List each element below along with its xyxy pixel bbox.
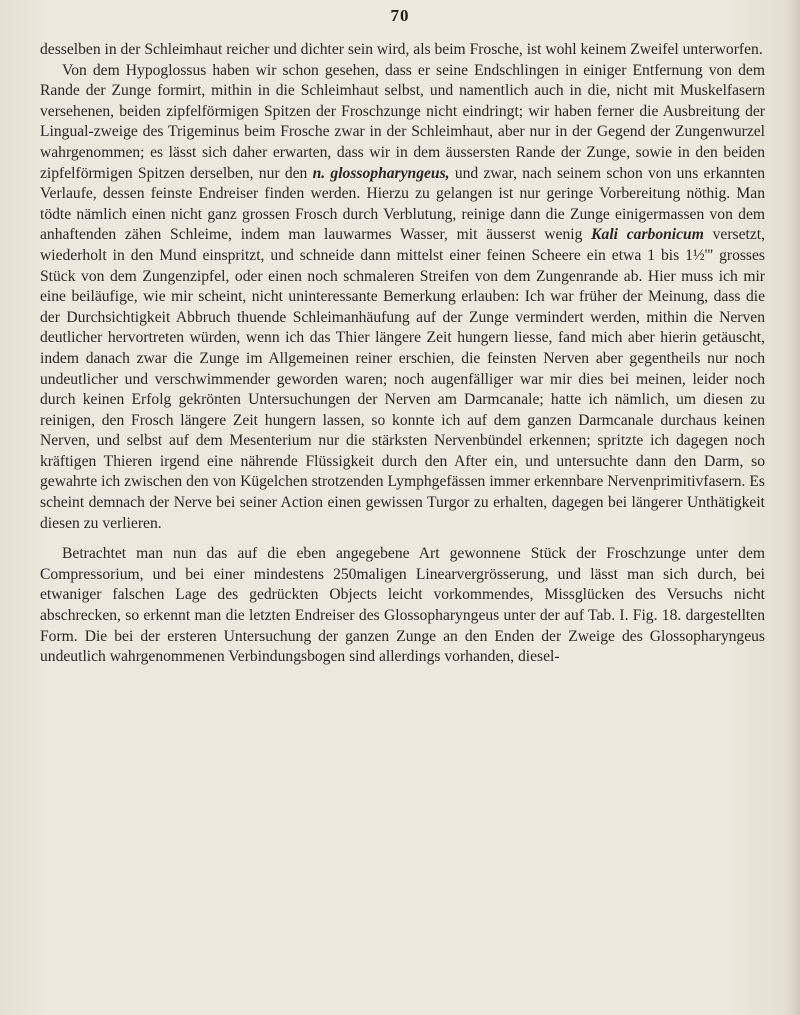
page-edge-shadow bbox=[786, 0, 800, 1015]
paragraph-1: desselben in der Schleimhaut reicher und dichter sein wird, als beim Frosche, ist wohl keinem Zweifel unterworfen. bbox=[40, 41, 763, 58]
paragraph-2-part-3: versetzt, wiederholt in den Mund einspritzt, und schneide dann mittelst einer feinen Scheere ein etwa 1 bis 1½''' grosses Stück von dem Zungenzipfel, oder einen noch schmaleren Streifen von dem Zungenrande ab. Hier muss ich mir eine beiläufige, wie mir scheint, nicht uninteressante Bemerkung erlauben: Ich war früher der Meinung, dass die der Durchsichtigkeit Abbruch thuende Schleimanhäufung auf der Zunge vermindert werden, mithin die Nerven deutlicher hervortreten würden, wenn ich das Thier längere Zeit hungern liesse, fand mich aber hierin getäuscht, indem danach zwar die Zunge im Allgemeinen reiner erschien, die feinsten Nerven aber gegentheils nur noch undeutlicher und verschwimmender geworden waren; noch augenfälliger war mir dies bei meinen, leider noch durch keinen Erfolg gekrönten Untersuchungen der Nerven am Darmcanale; hatte ich nämlich, um diesen zu reinigen, den Frosch längere Zeit hungern lassen, so konnte ich auf dem ganzen Darmcanale durchaus keinen Nerven, und selbst auf dem Mesenterium nur die stärksten Nervenbündel erkennen; spritzte ich dagegen noch kräftigen Thieren irgend eine nährende Flüssigkeit durch den After ein, und untersuchte dann den Darm, so gewahrte ich zwischen den von Kügelchen strotzenden Lymphgefässen immer erkennbare Nervenprimitivfasern. Es scheint demnach der Nerve bei seiner Action einen gewissen Turgor zu erhalten, dagegen bei längerer Unthätigkeit diesen zu verlieren. bbox=[40, 226, 765, 532]
paragraph-3: Betrachtet man nun das auf die eben angegebene Art gewonnene Stück der Froschzunge unter dem Compressorium, und bei einer mindestens 250maligen Linearvergrösserung, und lässt man sich durch, bei etwaniger falschen Lage des gedrückten Objects leicht vorkommendes, Missglücken des Versuchs nicht abschrecken, so erkennt man die letzten Endreiser des Glossopharyngeus unter der auf Tab. I. Fig. 18. dargestellten Form. Die bei der ersteren Untersuchung der ganzen Zunge an den Enden der Zweige des Glossopharyngeus undeutlich wahrgenommenen Verbindungsbogen sind allerdings vorhanden, diesel- bbox=[40, 545, 765, 666]
page-number: 70 bbox=[390, 6, 410, 25]
chemical-name-kali-carbonicum: Kali carbonicum bbox=[591, 226, 704, 244]
body-text bbox=[40, 40, 765, 668]
paragraph-2-part-2: und zwar, nach seinem schon von uns erkannten Verlaufe, dessen feinste Endreiser finden werden. Hierzu zu gelangen ist nur geringe Vorbereitung nöthig. Man tödte nämlich einen nicht ganz grossen Frosch durch Verblutung, reinige dann die Zunge einigermassen von dem anhaftenden zähen Schleime, indem man lauwarmes Wasser, mit äusserst wenig bbox=[40, 164, 766, 244]
nerve-name-glossopharyngeus: n. glossopharyngeus, bbox=[312, 164, 450, 182]
paragraph-2 bbox=[40, 61, 765, 535]
paragraph-2-part-1: Von dem Hypoglossus haben wir schon gesehen, dass er seine Endschlingen in einiger Entfernung von dem Rande der Zunge formirt, mithin in die Schleimhaut selbst, und namentlich auch in die, nicht mit Muskelfasern versehenen, beiden zipfelförmigen Spitzen der Froschzunge nicht eindringt; wir haben ferner die Ausbreitung der Lingual-zweige des Trigeminus beim Frosche zwar in der Schleimhaut, aber nur in der Gegend der Zungenwurzel wahrgenommen; es lässt sich daher erwarten, dass wir in dem äussersten Rande der Zunge, sowie in den beiden zipfelförmigen Spitzen derselben, nur den bbox=[40, 61, 765, 182]
